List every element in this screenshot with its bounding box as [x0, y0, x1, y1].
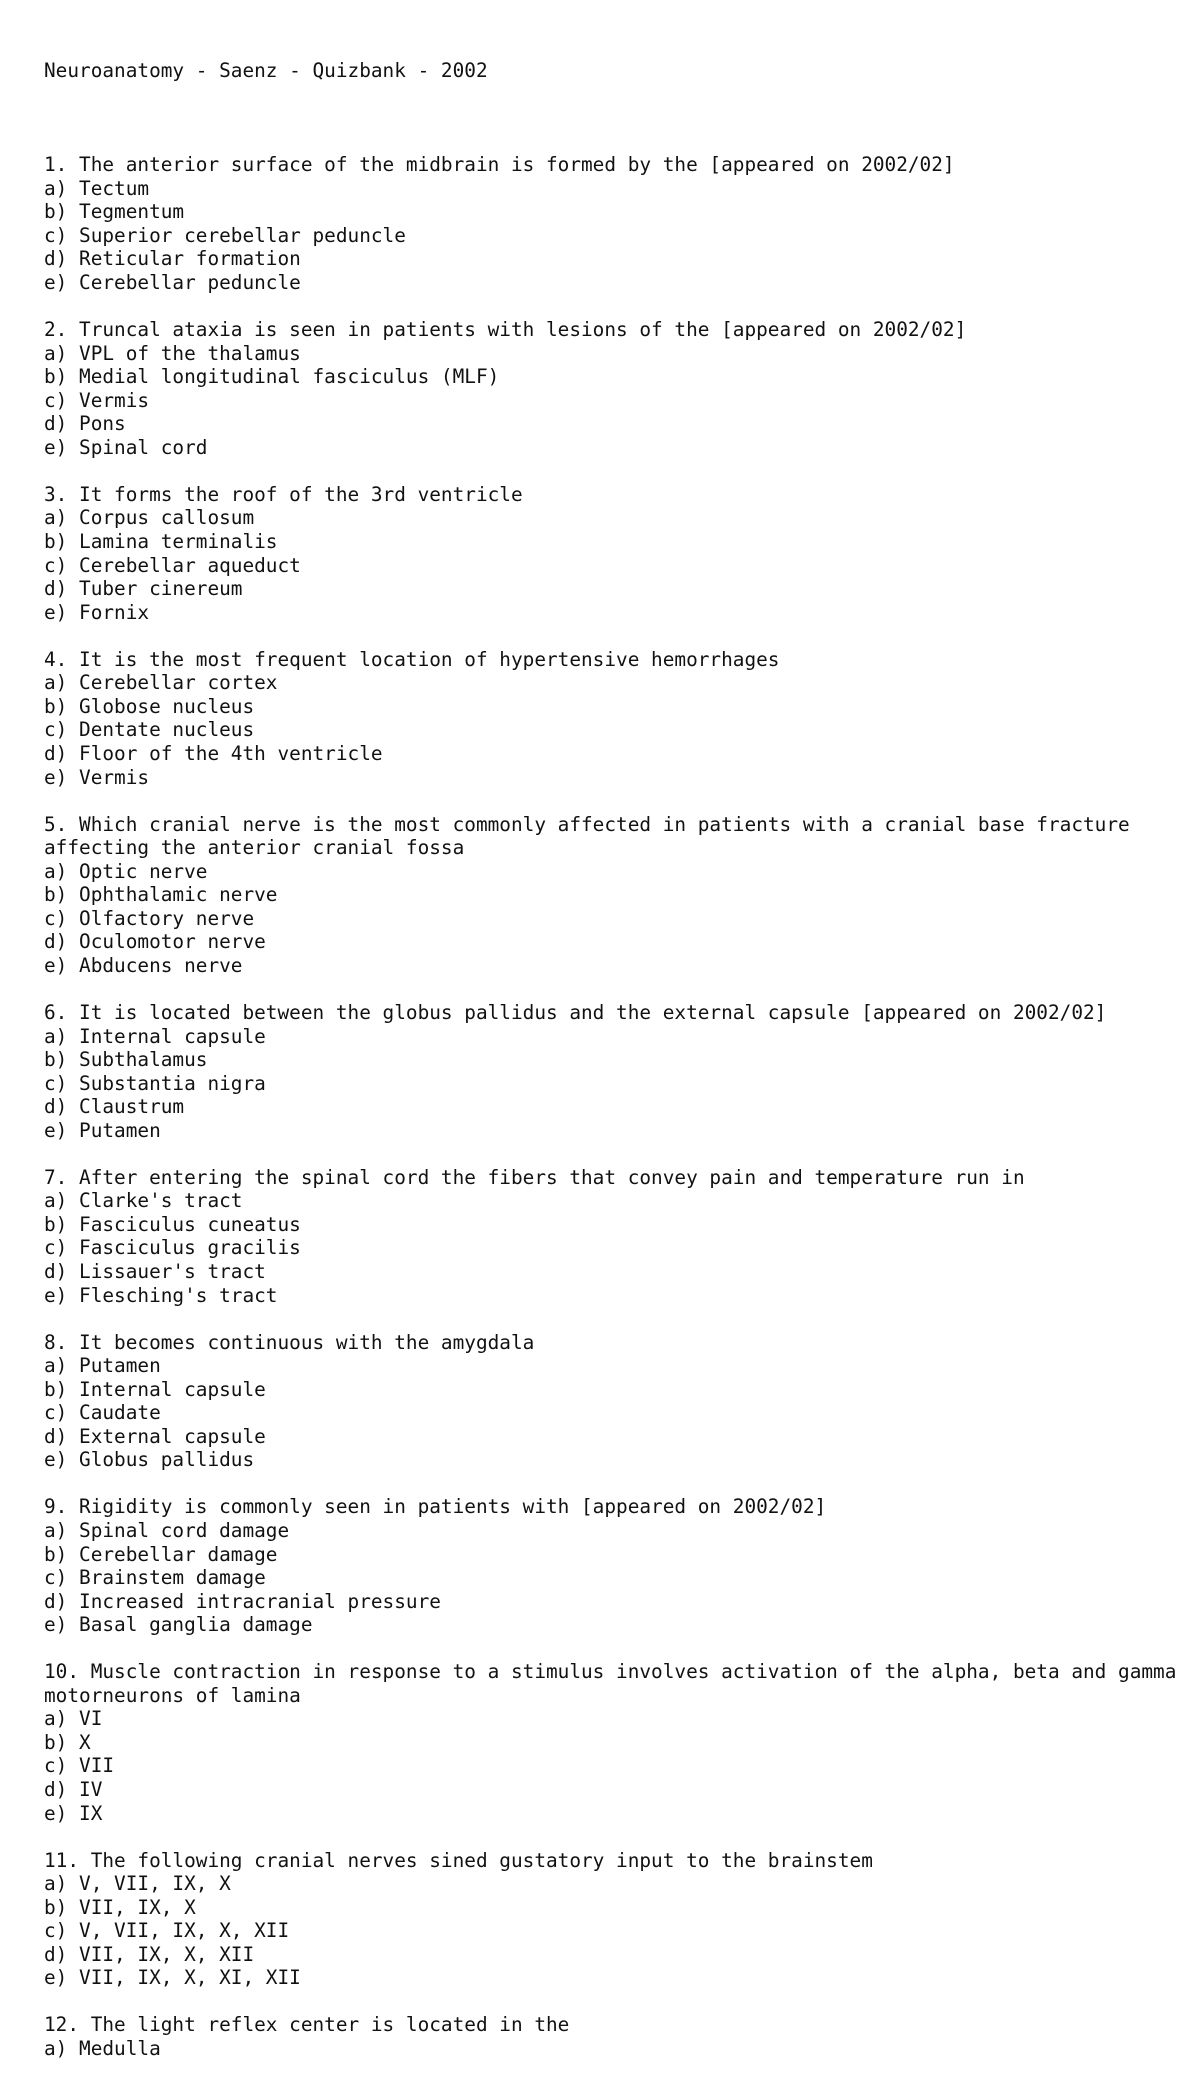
- question-8: [44, 1331, 1164, 1472]
- answer-option: a) Optic nerve: [44, 859, 208, 883]
- answer-option: a) VI: [44, 1707, 103, 1731]
- answer-option: e) Globus pallidus: [44, 1448, 255, 1472]
- answer-option: d) External capsule: [44, 1424, 266, 1448]
- answer-option: e) Spinal cord: [44, 435, 208, 459]
- document-title: Neuroanatomy - Saenz - Quizbank - 2002: [44, 59, 488, 83]
- answer-option: c) Substantia nigra: [44, 1071, 266, 1095]
- answer-option: b) Lamina terminalis: [44, 530, 278, 554]
- answer-option: a) Tectum: [44, 176, 150, 200]
- question-stem-line: 4. It is the most frequent location of hypertensive hemorrhages: [44, 647, 780, 671]
- answer-option: e) IX: [44, 1801, 103, 1825]
- answer-option: a) VPL of the thalamus: [44, 341, 301, 365]
- answer-option: e) Vermis: [44, 765, 150, 789]
- question-list: [44, 153, 1177, 2061]
- answer-option: b) Subthalamus: [44, 1048, 208, 1072]
- question-5: [44, 813, 1164, 978]
- question-stem-line: 11. The following cranial nerves sined gustatory input to the brainstem: [44, 1848, 873, 1872]
- answer-option: e) Flesching's tract: [44, 1283, 278, 1307]
- answer-option: c) Dentate nucleus: [44, 718, 255, 742]
- answer-option: e) Fornix: [44, 600, 150, 624]
- answer-option: c) Cerebellar aqueduct: [44, 553, 301, 577]
- answer-option: a) Cerebellar cortex: [44, 671, 278, 695]
- answer-option: b) Globose nucleus: [44, 694, 255, 718]
- answer-option: a) Spinal cord damage: [44, 1519, 290, 1542]
- quizbank-document: [44, 12, 1177, 2084]
- question-stem-line: motorneurons of lamina: [44, 1683, 301, 1707]
- answer-option: c) Caudate: [44, 1401, 161, 1425]
- answer-option: c) Superior cerebellar peduncle: [44, 223, 406, 247]
- question-stem-line: 1. The anterior surface of the midbrain is formed by the [appeared on 2002/02]: [44, 153, 955, 177]
- answer-option: d) Increased intracranial pressure: [44, 1589, 441, 1613]
- answer-option: b) Tegmentum: [44, 200, 185, 224]
- answer-option: b) Internal capsule: [44, 1377, 266, 1401]
- question-stem-line: 9. Rigidity is commonly seen in patients with [appeared on 2002/02]: [44, 1495, 827, 1519]
- question-stem-line: 6. It is located between the globus pallidus and the external capsule [appeared on 2002/02]: [44, 1000, 1107, 1024]
- question-11: [44, 1849, 1164, 1990]
- answer-option: c) Brainstem damage: [44, 1566, 266, 1590]
- answer-option: c) Olfactory nerve: [44, 906, 255, 930]
- answer-option: d) Tuber cinereum: [44, 577, 243, 601]
- answer-option: d) Lissauer's tract: [44, 1259, 266, 1283]
- answer-option: b) Medial longitudinal fasciculus (MLF): [44, 365, 500, 389]
- question-stem-line: 3. It forms the roof of the 3rd ventricle: [44, 482, 523, 506]
- question-stem-line: 10. Muscle contraction in response to a stimulus involves activation of the alpha, beta and gamma: [44, 1660, 1177, 1684]
- answer-option: b) Cerebellar damage: [44, 1542, 278, 1566]
- answer-option: a) Clarke's tract: [44, 1189, 243, 1213]
- answer-option: c) VII: [44, 1754, 115, 1778]
- question-1: [44, 153, 1164, 294]
- answer-option: b) X: [44, 1730, 91, 1754]
- question-stem-line: 8. It becomes continuous with the amygdala: [44, 1330, 535, 1354]
- question-stem-line: 12. The light reflex center is located in the: [44, 2013, 570, 2037]
- answer-option: e) Putamen: [44, 1118, 161, 1142]
- question-4: [44, 648, 1164, 789]
- answer-option: b) Fasciculus cuneatus: [44, 1212, 301, 1236]
- question-12: [44, 2013, 1164, 2060]
- answer-option: e) Cerebellar peduncle: [44, 271, 301, 295]
- answer-option: d) Oculomotor nerve: [44, 930, 266, 954]
- answer-option: c) V, VII, IX, X, XII: [44, 1919, 290, 1943]
- answer-option: b) Ophthalamic nerve: [44, 883, 278, 907]
- answer-option: c) Fasciculus gracilis: [44, 1236, 301, 1260]
- answer-option: a) Putamen: [44, 1354, 161, 1378]
- question-9: [44, 1495, 1164, 1636]
- answer-option: a) V, VII, IX, X: [44, 1872, 231, 1896]
- answer-option: d) Reticular formation: [44, 247, 301, 271]
- question-stem-line: affecting the anterior cranial fossa: [44, 836, 465, 860]
- answer-option: a) Medulla: [44, 2037, 161, 2061]
- question-7: [44, 1166, 1164, 1307]
- answer-option: b) VII, IX, X: [44, 1895, 196, 1919]
- answer-option: d) Claustrum: [44, 1095, 185, 1119]
- question-10: [44, 1660, 1177, 1825]
- question-stem-line: 7. After entering the spinal cord the fibers that convey pain and temperature run in: [44, 1165, 1025, 1189]
- answer-option: e) Basal ganglia damage: [44, 1613, 313, 1637]
- answer-option: d) IV: [44, 1778, 103, 1802]
- question-6: [44, 1001, 1164, 1142]
- answer-option: d) Pons: [44, 412, 126, 436]
- question-3: [44, 483, 1164, 624]
- answer-option: e) Abducens nerve: [44, 953, 243, 977]
- question-2: [44, 318, 1164, 459]
- answer-option: c) Vermis: [44, 388, 150, 412]
- answer-option: d) VII, IX, X, XII: [44, 1942, 255, 1966]
- answer-option: d) Floor of the 4th ventricle: [44, 741, 383, 765]
- answer-option: a) Corpus callosum: [44, 506, 255, 530]
- answer-option: a) Internal capsule: [44, 1024, 266, 1048]
- answer-option: e) VII, IX, X, XI, XII: [44, 1966, 301, 1990]
- question-stem-line: 2. Truncal ataxia is seen in patients with lesions of the [appeared on 2002/02]: [44, 318, 967, 342]
- question-stem-line: 5. Which cranial nerve is the most commonly affected in patients with a cranial base fracture: [44, 812, 1130, 836]
